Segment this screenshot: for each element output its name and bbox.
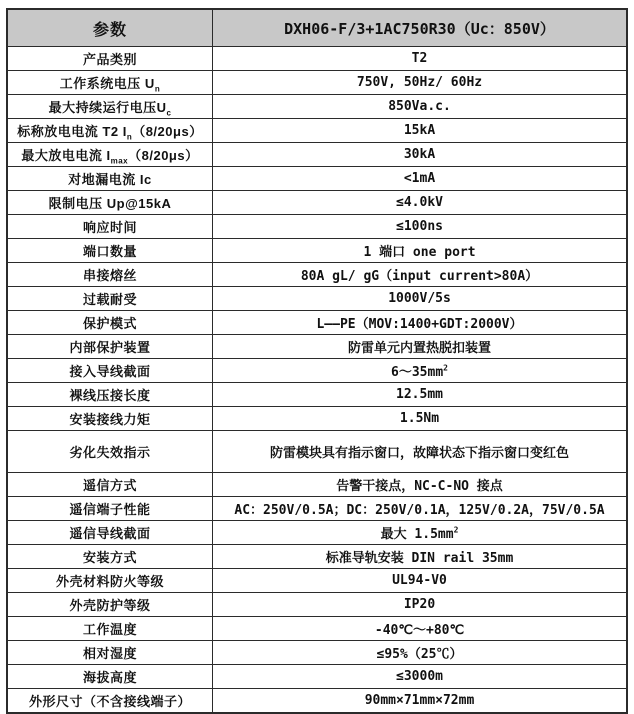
param-label: 遥信导线截面 (7, 521, 213, 545)
param-value: 防雷单元内置热脱扣装置 (213, 335, 628, 359)
table-row (7, 383, 627, 407)
param-value: 1.5Nm (213, 407, 628, 431)
param-label: 内部保护装置 (7, 335, 213, 359)
table-row (7, 521, 627, 545)
model-column-header: DXH06-F/3+1AC750R30（Uc：850V） (213, 9, 628, 47)
param-value: 最大 $1.5mm^2$ (213, 521, 628, 545)
table-row (7, 335, 627, 359)
param-label: 最大持续运行电压$U_c$ (7, 95, 213, 119)
param-label: 响应时间 (7, 215, 213, 239)
spec-table (6, 8, 628, 714)
param-label: 限制电压 Up@15kA (7, 191, 213, 215)
param-label: 过载耐受 (7, 287, 213, 311)
param-value: ≤3000m (213, 665, 628, 689)
table-row (7, 311, 627, 335)
param-value: ≤4.0kV (213, 191, 628, 215)
param-value: 90mm×71mm×72mm (213, 689, 628, 714)
spec-table-body (7, 47, 627, 714)
table-row (7, 545, 627, 569)
param-label: 外壳材料防火等级 (7, 569, 213, 593)
param-value: 标准导轨安装 DIN rail 35mm (213, 545, 628, 569)
param-value: 750V, 50Hz/ 60Hz (213, 71, 628, 95)
table-row (7, 407, 627, 431)
spec-table-head (7, 9, 627, 47)
param-value: L——PE（MOV:1400+GDT:2000V） (213, 311, 628, 335)
table-row (7, 359, 627, 383)
param-value: $6\sim 35mm^2$ (213, 359, 628, 383)
param-value: 告警干接点，NC-C-NO 接点 (213, 473, 628, 497)
param-label: 安装接线力矩 (7, 407, 213, 431)
param-value: 80A gL/ gG（input current>80A） (213, 263, 628, 287)
header-row (7, 9, 627, 47)
table-row (7, 119, 627, 143)
param-label: 产品类别 (7, 47, 213, 71)
param-label: 遥信方式 (7, 473, 213, 497)
param-value: 15kA (213, 119, 628, 143)
param-value: AC：250V/0.5A；DC：250V/0.1A，125V/0.2A，75V/0.5A (213, 497, 628, 521)
param-label: 工作系统电压 $U_n$ (7, 71, 213, 95)
param-label: 保护模式 (7, 311, 213, 335)
param-value: IP20 (213, 593, 628, 617)
table-row (7, 641, 627, 665)
table-row (7, 95, 627, 119)
table-row (7, 239, 627, 263)
param-value: ≤95%（25℃） (213, 641, 628, 665)
param-value: -40℃～+80℃ (213, 617, 628, 641)
param-label: 外形尺寸（不含接线端子） (7, 689, 213, 714)
param-value: T2 (213, 47, 628, 71)
param-value: UL94-V0 (213, 569, 628, 593)
param-label: 工作温度 (7, 617, 213, 641)
param-value: 12.5mm (213, 383, 628, 407)
table-row (7, 47, 627, 71)
table-row (7, 497, 627, 521)
param-label: 对地漏电流 Ic (7, 167, 213, 191)
param-label: 端口数量 (7, 239, 213, 263)
table-row (7, 263, 627, 287)
param-value: 30kA (213, 143, 628, 167)
param-label: 安装方式 (7, 545, 213, 569)
param-value: 防雷模块具有指示窗口，故障状态下指示窗口变红色 (213, 431, 628, 473)
table-row (7, 689, 627, 714)
param-label: 接入导线截面 (7, 359, 213, 383)
param-value: 1 端口 one port (213, 239, 628, 263)
table-row (7, 143, 627, 167)
param-label: 劣化失效指示 (7, 431, 213, 473)
table-row (7, 71, 627, 95)
table-row (7, 167, 627, 191)
table-row (7, 569, 627, 593)
param-label: 标称放电电流 T2 $I_n(8/20\mu s)$ (7, 119, 213, 143)
table-row (7, 431, 627, 473)
param-column-header: 参数 (7, 9, 213, 47)
param-label: 遥信端子性能 (7, 497, 213, 521)
table-row (7, 191, 627, 215)
param-label: 最大放电电流 $I_{max}(8/20\mu s)$ (7, 143, 213, 167)
param-value: <1mA (213, 167, 628, 191)
param-value: 850Va.c. (213, 95, 628, 119)
table-row (7, 617, 627, 641)
table-row (7, 215, 627, 239)
param-value: 1000V/5s (213, 287, 628, 311)
table-row (7, 473, 627, 497)
param-label: 海拔高度 (7, 665, 213, 689)
param-label: 裸线压接长度 (7, 383, 213, 407)
param-value: ≤100ns (213, 215, 628, 239)
param-label: 相对湿度 (7, 641, 213, 665)
param-label: 串接熔丝 (7, 263, 213, 287)
table-row (7, 287, 627, 311)
table-row (7, 593, 627, 617)
table-row (7, 665, 627, 689)
param-label: 外壳防护等级 (7, 593, 213, 617)
